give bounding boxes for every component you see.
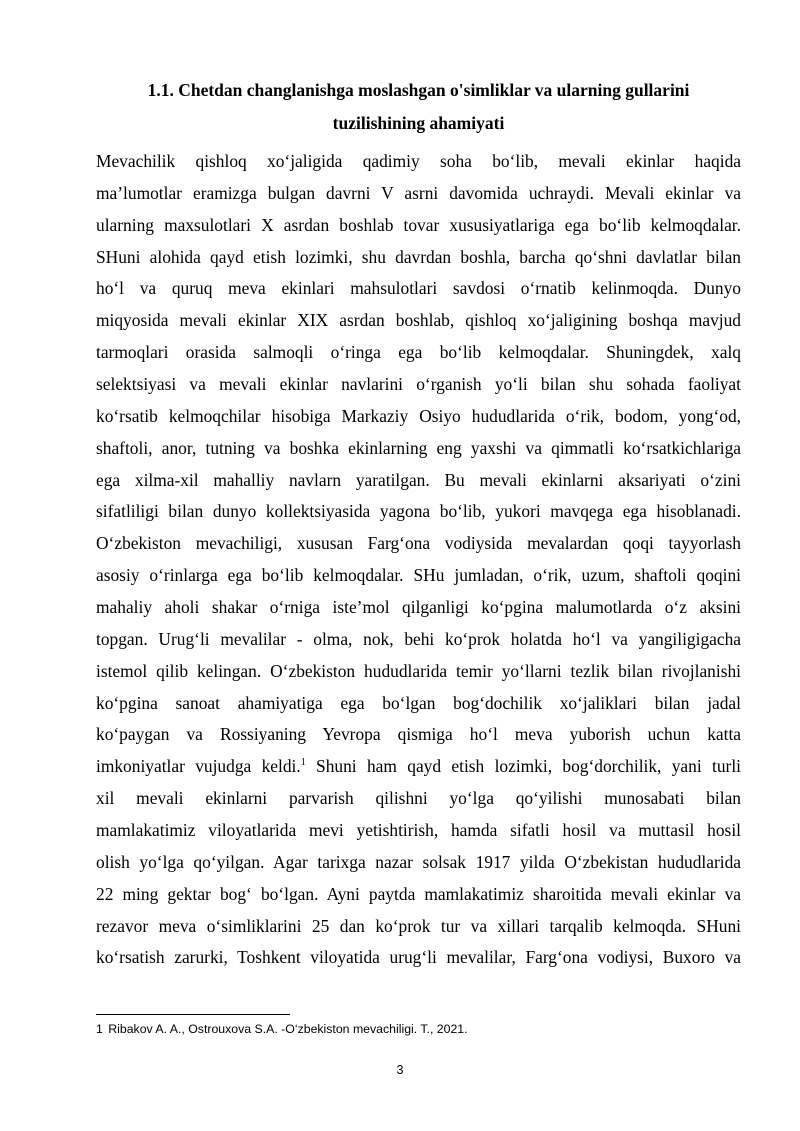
text-line: miqyosida mevali ekinlar XIX asrdan boshlab, qishloq xo‘jaligining boshqa mavjud xyxy=(96,310,741,331)
text-line: shaftoli, anor, tutning va boshka ekinlarning eng yaxshi va qimmatli ko‘rsatkichlariga xyxy=(96,437,741,458)
footnote-number: 1 xyxy=(96,1022,103,1036)
text-line: ko‘pgina sanoat ahamiyatiga ega bo‘lgan bog‘dochilik xo‘jaliklari bilan jadal xyxy=(96,692,741,713)
text-line: sifatliligi bilan dunyo kollektsiyasida yagona bo‘lib, yukori mavqega ega hisoblanadi. xyxy=(96,501,741,522)
footnote-reference[interactable]: 1 xyxy=(300,757,306,769)
heading-line-1: 1.1. Chetdan changlanishga moslashgan o'simliklar va ularning gullarini xyxy=(147,80,690,100)
text-line: tarmoqlari orasida salmoqli o‘ringa ega bo‘lib kelmoqdalar. Shuningdek, xalq xyxy=(96,342,741,363)
footnote xyxy=(96,1021,741,1037)
text-line: SHuni alohida qayd etish lozimki, shu davrdan boshla, barcha qo‘shni davlatlar bilan xyxy=(96,246,741,267)
text-line: 22 ming gektar bog‘ bo‘lgan. Ayni paytda mamlakatimiz sharoitida mevali ekinlar va xyxy=(96,883,741,904)
text-line: xil mevali ekinlarni parvarish qilishni yo‘lga qo‘yilishi munosabati bilan xyxy=(96,788,741,809)
text-line-with-footnote-ref xyxy=(96,751,741,783)
text-line: ega xilma-xil mahalliy navlarn yaratilgan. Bu mevali ekinlarni aksariyati o‘zini xyxy=(96,469,741,490)
body-paragraph xyxy=(96,146,741,974)
page-number: 3 xyxy=(396,1063,404,1077)
text-line: topgan. Urug‘li mevalilar - olma, nok, behi ko‘prok holatda ho‘l va yangiligigacha xyxy=(96,628,741,649)
text-line: Mevachilik qishloq xo‘jaligida qadimiy soha bo‘lib, mevali ekinlar haqida xyxy=(96,151,741,171)
text-line: istemol qilib kelingan. O‘zbekiston hududlarida temir yo‘llarni tezlik bilan rivojlanishi xyxy=(96,660,741,681)
text-line: ko‘paygan va Rossiyaning Yevropa qismiga ho‘l meva yuborish uchun katta xyxy=(96,724,741,745)
heading-line-2: tuzilishining ahamiyati xyxy=(332,113,505,133)
text-line: asosiy o‘rinlarga ega bo‘lib kelmoqdalar. SHu jumladan, o‘rik, uzum, shaftoli qoqini xyxy=(96,565,741,586)
text-line: selektsiyasi va mevali ekinlar navlarini o‘rganish yo‘li bilan shu sohada faoliyat xyxy=(96,374,741,395)
text-line: ko‘rsatib kelmoqchilar hisobiga Markaziy Osiyo hududlarida o‘rik, bodom, yong‘od, xyxy=(96,405,741,426)
text-line: ho‘l va quruq meva ekinlari mahsulotlari savdosi o‘rnatib kelinmoqda. Dunyo xyxy=(96,278,741,299)
text-line: ularning maxsulotlari X asrdan boshlab tovar xususiyatlariga ega bo‘lib kelmoqdalar. xyxy=(96,214,741,235)
text-line: mahaliy aholi shakar o‘rniga iste’mol qilganligi ko‘pgina malumotlarda o‘z aksini xyxy=(96,597,741,618)
text-line: ma’lumotlar eramizga bulgan davrni V asrni davomida uchraydi. Mevali ekinlar va xyxy=(96,182,741,203)
footnote-text: Ribakov A. A., Ostrouxova S.A. -O‘zbekiston mevachiligi. T., 2021. xyxy=(108,1022,468,1036)
section-heading xyxy=(96,74,741,140)
text-line: olish yo‘lga qo‘yilgan. Agar tarixga nazar solsak 1917 yilda O‘zbekistan hududlarida xyxy=(96,851,741,872)
text-line: mamlakatimiz viloyatlarida mevi yetishtirish, hamda sifatli hosil va muttasil hosil xyxy=(96,820,741,841)
text-segment: imkoniyatlar vujudga keldi. xyxy=(96,756,301,777)
footnote-separator xyxy=(96,1014,290,1015)
text-line: O‘zbekiston mevachiligi, xususan Farg‘ona vodiysida mevalardan qoqi tayyorlash xyxy=(96,533,741,554)
text-line: rezavor meva o‘simliklarini 25 dan ko‘prok tur va xillari tarqalib kelmoqda. SHuni xyxy=(96,915,741,936)
text-segment: Shuni ham qayd etish lozimki, bog‘dorchilik, yani turli xyxy=(305,756,742,777)
text-line: ko‘rsatish zarurki, Toshkent viloyatida urug‘li mevalilar, Farg‘ona vodiysi, Buxoro va xyxy=(96,947,741,968)
